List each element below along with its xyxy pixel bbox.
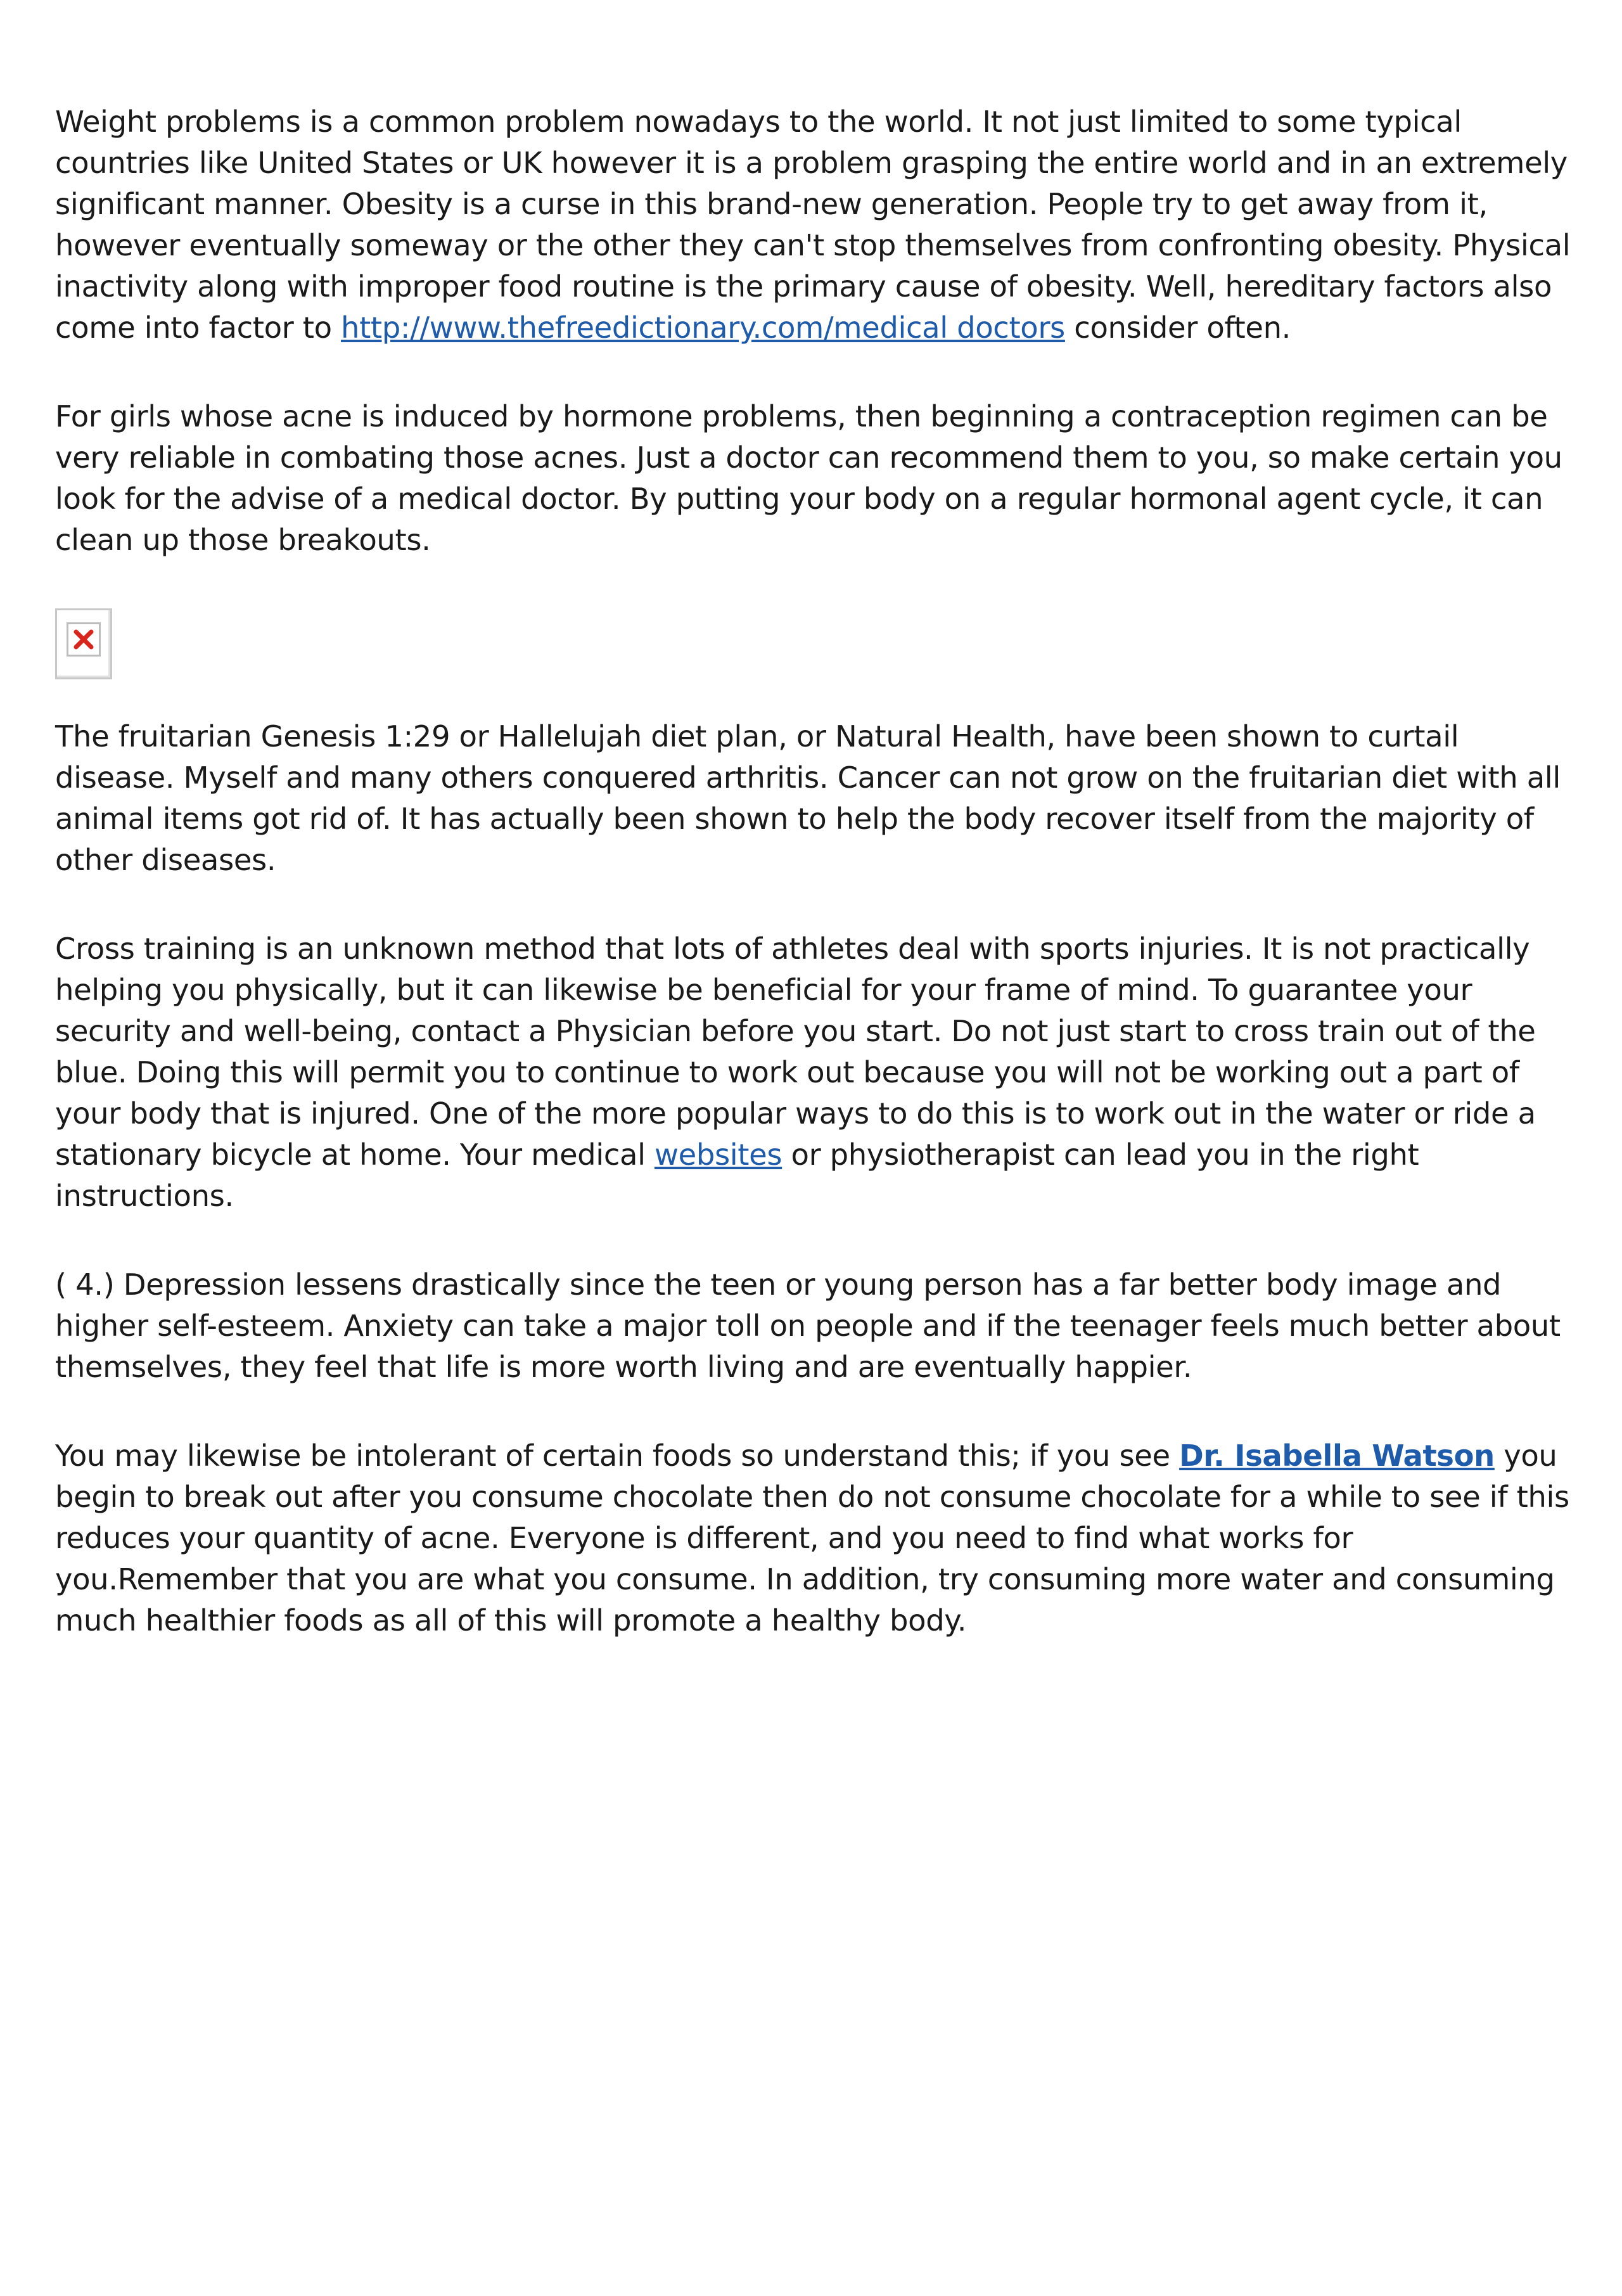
paragraph-text: You may likewise be intolerant of certain foods so understand this; if you see — [55, 1439, 1180, 1473]
paragraph-depression — [55, 1264, 1576, 1388]
paragraph-text: consider often. — [1064, 311, 1291, 345]
paragraph-text: or physiotherapist can lead you in the right instructions. — [55, 1138, 1419, 1213]
paragraph-text: Cross training is an unknown method that lots of athletes deal with sports injuries. It is not practically helping you physically, but it can likewise be beneficial for your frame of mind. To guarantee your security and well-being, contact a Physician before you start. Do not just start to cross train out of the blue. Doing this will permit you to continue to work out because you will not be working out a part of your body that is injured. One of the more popular ways to do this is to work out in the water or ride a stationary bicycle at home. Your medical — [55, 932, 1536, 1172]
paragraph-fruitarian — [55, 716, 1576, 881]
paragraph-text: Weight problems is a common problem nowadays to the world. It not just limited to some typical countries like United States or UK however it is a problem grasping the entire world and in an extremely significant manner. Obesity is a curse in this brand-new generation. People try to get away from it, however eventually someway or the other they can't stop themselves from confronting obesity. Physical inactivity along with improper food routine is the primary cause of obesity. Well, hereditary factors also come into factor to — [55, 105, 1571, 345]
link-websites[interactable]: websites — [654, 1138, 782, 1172]
paragraph-text: ( 4.) Depression lessens drastically since the teen or young person has a far better body image and higher self-esteem. Anxiety can take a major toll on people and if the teenager feels much better about themselves, they feel that life is more worth living and are eventually happier. — [55, 1267, 1561, 1384]
paragraph-text: you begin to break out after you consume chocolate then do not consume chocolate for a while to see if this reduces your quantity of acne. Everyone is different, and you need to find what works for you.Remember that you are what you consume. In addition, try consuming more water and consuming much healthier foods as all of this will promote a healthy body. — [55, 1439, 1569, 1638]
paragraph-hormone-acne — [55, 396, 1576, 561]
paragraph-food-intolerance — [55, 1435, 1576, 1641]
paragraph-cross-training — [55, 928, 1576, 1217]
paragraph-obesity — [55, 101, 1576, 349]
article-body — [55, 101, 1576, 1689]
broken-image-placeholder — [55, 608, 112, 679]
link-dr-isabella-watson[interactable]: Dr. Isabella Watson — [1179, 1439, 1495, 1473]
paragraph-text: For girls whose acne is induced by hormone problems, then beginning a contraception regimen can be very reliable in combating those acnes. Just a doctor can recommend them to you, so make certain you look for the advise of a medical doctor. By putting your body on a regular hormonal agent cycle, it can clean up those breakouts. — [55, 399, 1562, 557]
paragraph-text: The fruitarian Genesis 1:29 or Hallelujah diet plan, or Natural Health, have been shown to curtail disease. Myself and many others conquered arthritis. Cancer can not grow on the fruitarian diet with all animal items got rid of. It has actually been shown to help the body recover itself from the majority of other diseases. — [55, 719, 1561, 877]
link-thefreedictionary[interactable]: http://www.thefreedictionary.com/medical doctors — [341, 311, 1065, 345]
red-x-icon — [72, 627, 96, 651]
broken-image-icon — [67, 622, 101, 657]
